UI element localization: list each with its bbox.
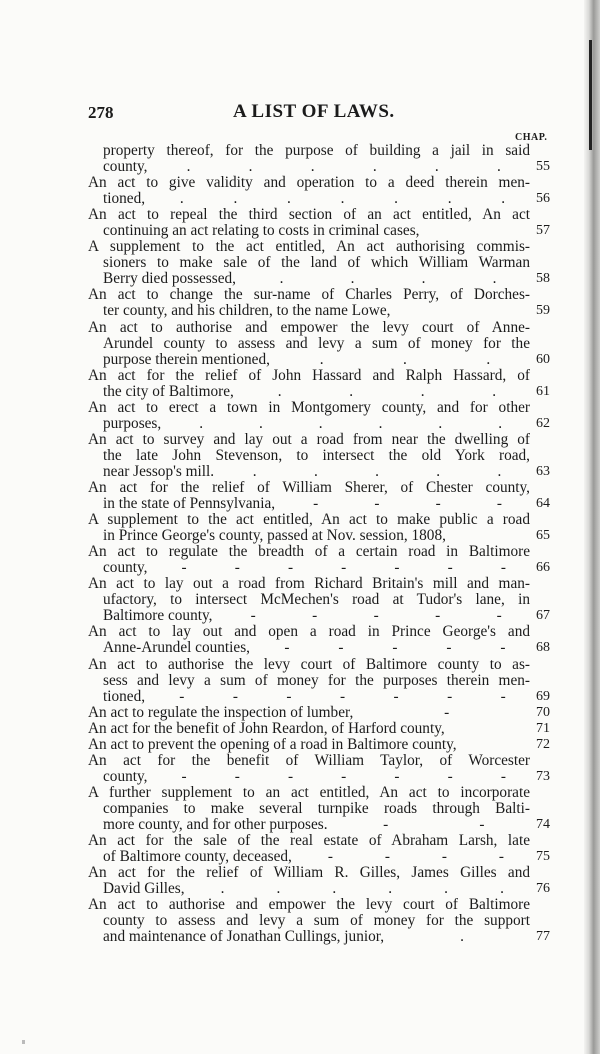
entry-last-line	[88, 496, 530, 512]
entry-line: An act to repeal the third section of an act entitled, An act	[88, 206, 530, 224]
entry-line: companies to make several turnpike roads through Balti-	[103, 799, 530, 817]
entry-line: property thereof, for the purpose of building a jail in said	[103, 142, 530, 159]
dot-leader: . . . .	[277, 382, 497, 400]
page-title: A LIST OF LAWS.	[233, 101, 395, 122]
law-entry	[88, 719, 550, 737]
chapter-number: 70	[536, 704, 550, 720]
page-number: 278	[88, 103, 114, 122]
entry-line: An act to erect a town in Montgomery county, and for other	[88, 398, 530, 416]
dot-leader: - - - -	[313, 495, 502, 513]
entry-line: county,	[103, 559, 148, 577]
dot-leader	[446, 528, 530, 544]
law-entry	[88, 623, 550, 657]
law-entry	[88, 206, 550, 240]
chapter-number: 74	[536, 816, 550, 832]
chapter-number: 77	[536, 929, 550, 945]
dot-leader: - - - - -	[284, 639, 506, 657]
law-entry	[88, 142, 550, 176]
chapter-number: 65	[536, 528, 550, 544]
dot-leader: . . . . .	[252, 462, 502, 480]
chapter-number: 60	[536, 351, 550, 367]
dot-leader	[419, 223, 530, 239]
chapter-number: 61	[536, 383, 550, 399]
law-entry	[88, 751, 550, 785]
chapter-number: 55	[536, 159, 550, 175]
entry-line: county to assess and levy a sum of money for the support	[103, 912, 530, 930]
entry-last-line	[88, 352, 530, 368]
dot-leader: - - - - -	[250, 607, 502, 625]
law-entry	[88, 174, 550, 208]
chapter-number: 76	[536, 881, 550, 897]
entry-line: purpose therein mentioned,	[103, 350, 270, 368]
chapter-number: 59	[536, 303, 550, 319]
entry-last-line	[88, 817, 530, 833]
chapter-number: 71	[536, 720, 550, 736]
chapter-number: 62	[536, 415, 550, 431]
dot-leader: - -	[383, 815, 485, 833]
entry-last-line	[88, 769, 530, 785]
entry-last-line	[88, 849, 530, 865]
entry-line: tioned,	[103, 190, 146, 208]
entry-line: ufactory, to intersect McMechen's road at Tudor's lane, in	[103, 591, 530, 609]
law-entry	[88, 783, 550, 833]
entry-last-line	[88, 560, 530, 576]
law-entry	[88, 896, 550, 946]
entry-line: tioned,	[103, 687, 146, 705]
entry-line: Berry died possessed,	[103, 270, 236, 288]
entry-line: in Prince George's county, passed at Nov. session, 1808,	[103, 527, 446, 545]
entry-last-line	[88, 223, 530, 239]
chapter-number: 63	[536, 463, 550, 479]
law-entry	[88, 575, 550, 625]
dot-leader	[390, 303, 530, 319]
scan-speck	[22, 1040, 25, 1044]
entry-line: near Jessop's mill.	[103, 462, 215, 480]
entry-line: sess and levy a sum of money for the purposes therein men-	[103, 671, 530, 689]
law-entry	[88, 511, 550, 545]
law-entry	[88, 430, 550, 480]
entry-line: and maintenance of Jonathan Cullings, junior,	[103, 928, 385, 946]
entry-last-line	[88, 271, 530, 287]
chapter-number: 57	[536, 223, 550, 239]
entry-line: An act to authorise the levy court of Baltimore county to as-	[88, 655, 530, 673]
law-entry	[88, 238, 550, 288]
entry-line: sioners to make sale of the land of which William Warman	[103, 254, 530, 272]
chapter-number: 67	[536, 608, 550, 624]
entry-line: An act for the relief of William Sherer, of Chester county,	[88, 478, 530, 496]
law-entry	[88, 318, 550, 368]
entry-line: purposes,	[103, 414, 162, 432]
entry-last-line	[88, 881, 530, 897]
entry-line: An act for the benefit of John Reardon, of Harford county,	[88, 719, 445, 737]
entry-line: An act for the sale of the real estate of Abraham Larsh, late	[88, 832, 530, 850]
entry-line: in the state of Pennsylvania,	[103, 495, 276, 513]
dot-leader: . . . . . .	[199, 414, 503, 432]
entry-line: Arundel county to assess and levy a sum of money for the	[103, 334, 530, 352]
dot-leader: .	[460, 928, 464, 946]
entry-line: An act for the benefit of William Taylor, of Worcester	[88, 751, 530, 769]
law-entry	[88, 478, 550, 513]
entry-line: county,	[103, 158, 148, 176]
dot-leader: . . . . . .	[186, 158, 501, 176]
dot-leader: . . . .	[279, 270, 497, 288]
dot-leader	[445, 721, 530, 737]
entry-line: An act to authorise and empower the levy court of Anne-	[88, 318, 530, 336]
entry-line: An act for the relief of William R. Gilles, James Gilles and	[88, 864, 530, 882]
law-entry	[88, 366, 550, 400]
chapter-number: 73	[536, 768, 550, 784]
entry-last-line	[88, 721, 530, 737]
entry-line: An act to regulate the inspection of lumber,	[88, 703, 354, 721]
dot-leader: - - - - - - -	[181, 767, 506, 785]
scan-page-edge	[584, 0, 600, 1054]
entry-line: A supplement to the act entitled, An act to make public a road	[88, 511, 530, 529]
chapter-number: 64	[536, 496, 550, 512]
entry-line: more county, and for other purposes.	[103, 815, 328, 833]
entry-last-line	[88, 608, 530, 624]
entry-line: county,	[103, 767, 148, 785]
chapter-number: 56	[536, 191, 550, 207]
entry-line: Baltimore county,	[103, 607, 213, 625]
entry-line: A further supplement to an act entitled, An act to incorporate	[88, 783, 530, 801]
dot-leader	[457, 737, 530, 753]
entry-line: continuing an act relating to costs in criminal cases,	[103, 222, 420, 240]
law-entry	[88, 703, 550, 721]
entry-line: Anne-Arundel counties,	[103, 639, 250, 657]
entry-line: An act to lay out a road from Richard Britain's mill and man-	[88, 575, 530, 593]
chapter-number: 69	[536, 688, 550, 704]
chapter-column-label: CHAP.	[515, 132, 548, 143]
scan-edge-shadow	[589, 40, 592, 150]
law-entry	[88, 832, 550, 866]
dot-leader: -	[444, 703, 450, 721]
entry-last-line	[88, 464, 530, 480]
entry-last-line	[88, 303, 530, 319]
entry-last-line	[88, 528, 530, 544]
entry-line: An act to authorise and empower the levy court of Baltimore	[88, 896, 530, 914]
chapter-number: 66	[536, 560, 550, 576]
entry-last-line	[88, 191, 530, 207]
dot-leader: - - - - - - -	[179, 687, 506, 705]
chapter-number: 72	[536, 736, 550, 752]
law-entry	[88, 286, 550, 320]
dot-leader: . . . . . .	[220, 880, 504, 898]
entry-line: of Baltimore county, deceased,	[103, 848, 292, 866]
entry-line: An act for the relief of John Hassard and Ralph Hassard, of	[88, 366, 530, 384]
entry-line: the late John Stevenson, to intersect the old York road,	[103, 446, 530, 464]
chapter-number: 75	[536, 849, 550, 865]
law-entry	[88, 655, 550, 705]
entry-line: An act to regulate the breadth of a certain road in Baltimore	[88, 543, 530, 561]
entry-line: the city of Baltimore,	[103, 382, 234, 400]
chapter-number: 58	[536, 271, 550, 287]
entry-last-line	[88, 384, 530, 400]
entry-line: A supplement to the act entitled, An act authorising commis-	[88, 238, 530, 256]
entry-last-line	[88, 640, 530, 656]
entry-line: An act to give validity and operation to a deed therein men-	[88, 174, 530, 192]
law-entry	[88, 543, 550, 577]
entry-line: An act to prevent the opening of a road in Baltimore county,	[88, 735, 457, 753]
law-entry	[88, 398, 550, 432]
entry-last-line	[88, 416, 530, 432]
dot-leader: - - - - - - -	[181, 559, 506, 577]
entry-last-line	[88, 929, 530, 945]
entry-last-line	[88, 159, 530, 175]
entry-line: An act to survey and lay out a road from near the dwelling of	[88, 430, 530, 448]
chapter-number: 68	[536, 640, 550, 656]
entry-line: An act to change the sur-name of Charles Perry, of Dorches-	[88, 286, 530, 304]
entry-last-line	[88, 689, 530, 705]
entry-line: An act to lay out and open a road in Prince George's and	[88, 623, 530, 641]
law-entry	[88, 864, 550, 898]
entry-line: David Gilles,	[103, 880, 185, 898]
entry-last-line	[88, 705, 530, 721]
law-list	[88, 142, 550, 946]
dot-leader: . . . . . . .	[179, 190, 506, 208]
dot-leader: - - - -	[327, 848, 505, 866]
law-entry	[88, 735, 550, 753]
dot-leader: . . .	[319, 350, 491, 368]
entry-line: ter county, and his children, to the name Lowe,	[103, 302, 391, 320]
entry-last-line	[88, 737, 530, 753]
